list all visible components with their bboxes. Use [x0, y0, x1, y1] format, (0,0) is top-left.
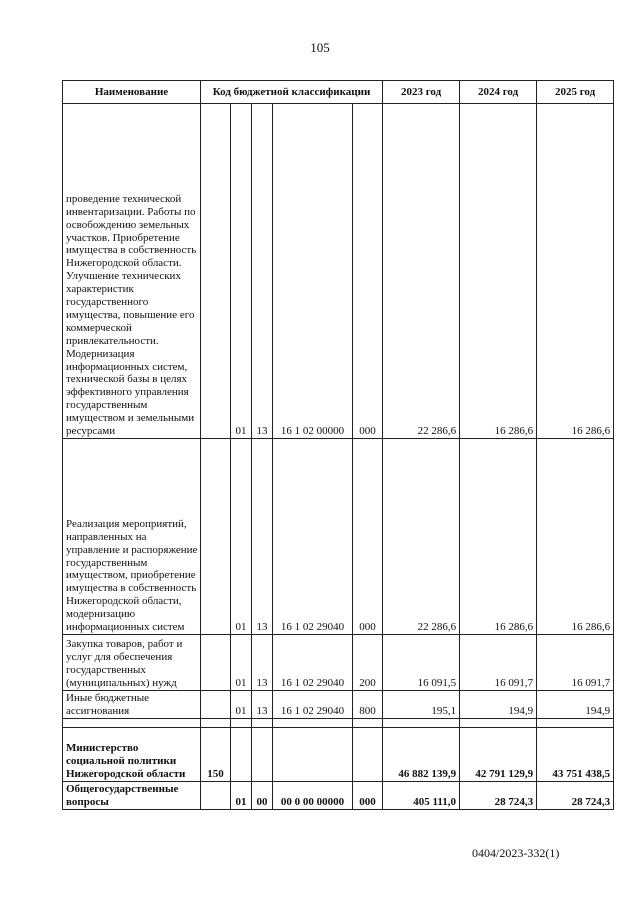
- code-admin: 150: [201, 728, 231, 782]
- table-row: [63, 439, 614, 635]
- code-expense-type: 000: [353, 104, 383, 439]
- value-2025: 16 286,6: [537, 104, 614, 439]
- document-number: 0404/2023-332(1): [472, 846, 560, 860]
- value-2024: 16 286,6: [460, 104, 537, 439]
- code-admin: [201, 104, 231, 439]
- value-2023: 22 286,6: [383, 104, 460, 439]
- value-2025: 16 286,6: [537, 439, 614, 635]
- code-subsection: 00: [252, 782, 273, 810]
- value-2023: 46 882 139,9: [383, 728, 460, 782]
- value-2024: 16 286,6: [460, 439, 537, 635]
- code-section: 01: [231, 439, 252, 635]
- code-subsection: [252, 728, 273, 782]
- code-subsection: 13: [252, 104, 273, 439]
- table-row: [63, 691, 614, 719]
- row-name: Иные бюджетные ассигнования: [63, 691, 201, 719]
- value-2023: 195,1: [383, 691, 460, 719]
- row-name: проведение технической инвентаризации. Работы по освобождению земельных участков. Приобретение имущества в собственность Нижегородской области. Улучшение технических характеристик государственного имущества, повышение его коммерческой привлекательности. Модернизация информационных систем, технической базы в целях эффективного управления государственным имуществом и земельными ресурсами: [63, 104, 201, 439]
- code-expense-type: 000: [353, 439, 383, 635]
- page-number: 105: [310, 40, 330, 55]
- value-2023: 405 111,0: [383, 782, 460, 810]
- value-2024: 194,9: [460, 691, 537, 719]
- code-admin: [201, 439, 231, 635]
- value-2025: 28 724,3: [537, 782, 614, 810]
- header-2024: 2024 год: [460, 81, 537, 104]
- value-2024: 42 791 129,9: [460, 728, 537, 782]
- code-admin: [201, 782, 231, 810]
- code-section: 01: [231, 691, 252, 719]
- budget-table: [62, 80, 614, 810]
- code-subsection: 13: [252, 439, 273, 635]
- code-target: 00 0 00 00000: [273, 782, 353, 810]
- value-2024: 16 091,7: [460, 635, 537, 691]
- code-section: [231, 728, 252, 782]
- table-row: [63, 782, 614, 810]
- value-2023: 22 286,6: [383, 439, 460, 635]
- value-2025: 194,9: [537, 691, 614, 719]
- table-row: [63, 104, 614, 439]
- code-subsection: 13: [252, 691, 273, 719]
- code-expense-type: 800: [353, 691, 383, 719]
- row-name: Закупка товаров, работ и услуг для обеспечения государственных (муниципальных) нужд: [63, 635, 201, 691]
- header-2023: 2023 год: [383, 81, 460, 104]
- table-row: [63, 728, 614, 782]
- value-2024: 28 724,3: [460, 782, 537, 810]
- header-code: Код бюджетной классификации: [201, 81, 383, 104]
- header-name: Наименование: [63, 81, 201, 104]
- code-admin: [201, 635, 231, 691]
- code-target: [273, 728, 353, 782]
- row-name: Общегосударственные вопросы: [63, 782, 201, 810]
- code-section: 01: [231, 635, 252, 691]
- code-target: 16 1 02 29040: [273, 691, 353, 719]
- row-name: Министерство социальной политики Нижегородской области: [63, 728, 201, 782]
- header-2025: 2025 год: [537, 81, 614, 104]
- code-admin: [201, 691, 231, 719]
- header-row: [63, 81, 614, 104]
- table-row: [63, 635, 614, 691]
- code-target: 16 1 02 29040: [273, 635, 353, 691]
- value-2025: 43 751 438,5: [537, 728, 614, 782]
- spacer-row: [63, 719, 614, 728]
- code-subsection: 13: [252, 635, 273, 691]
- code-target: 16 1 02 00000: [273, 104, 353, 439]
- code-expense-type: [353, 728, 383, 782]
- value-2025: 16 091,7: [537, 635, 614, 691]
- value-2023: 16 091,5: [383, 635, 460, 691]
- code-target: 16 1 02 29040: [273, 439, 353, 635]
- code-expense-type: 200: [353, 635, 383, 691]
- code-section: 01: [231, 104, 252, 439]
- row-name: Реализация мероприятий, направленных на управление и распоряжение государственным имуществом, приобретение имущества в собственность Нижегородской области, модернизацию информационных систем: [63, 439, 201, 635]
- code-expense-type: 000: [353, 782, 383, 810]
- code-section: 01: [231, 782, 252, 810]
